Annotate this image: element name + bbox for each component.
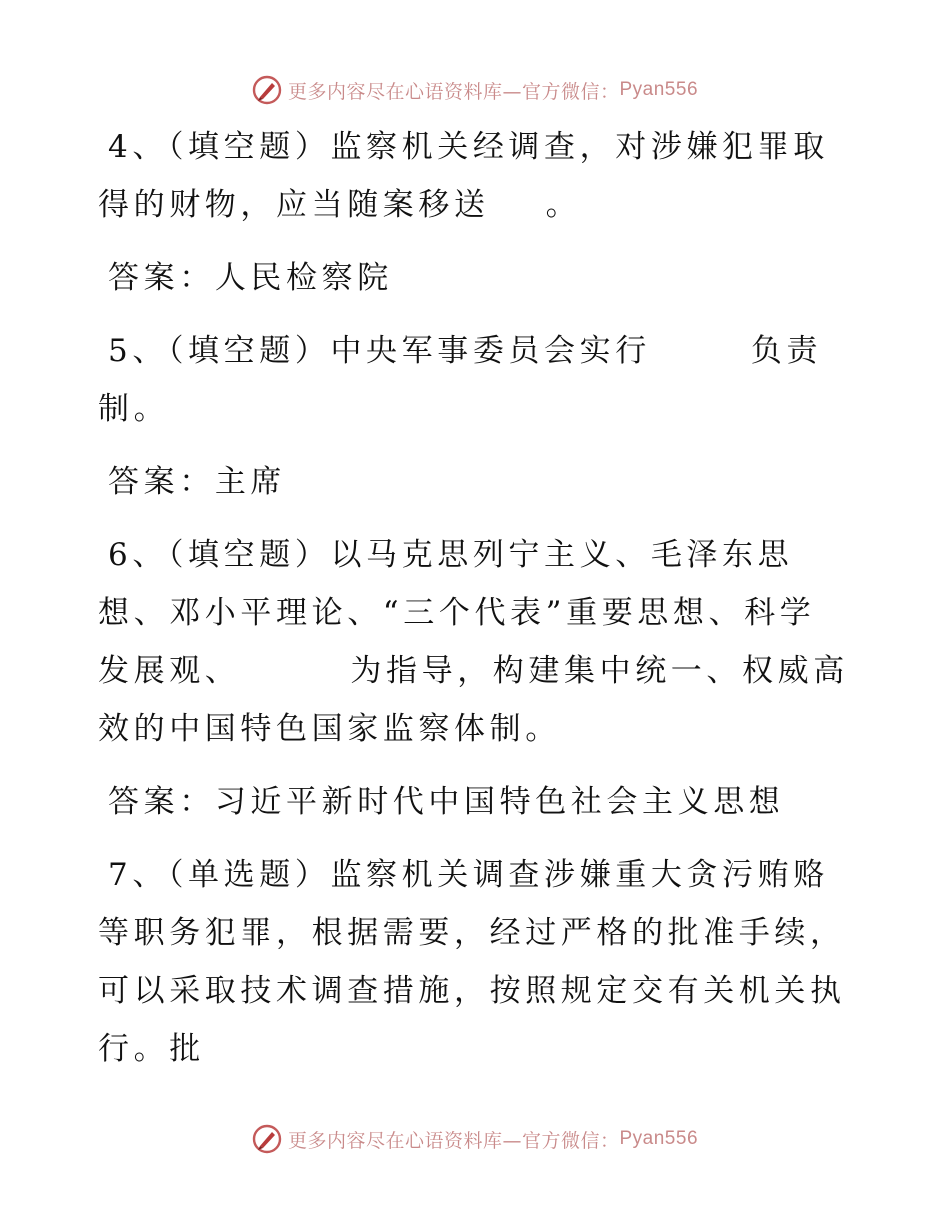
question-5	[98, 322, 850, 438]
footer-watermark	[0, 1119, 950, 1159]
pen-logo-icon	[252, 1124, 282, 1154]
question-7	[98, 846, 850, 1078]
watermark-wechat-id: Pyan556	[619, 1128, 699, 1149]
answer-text: 主席	[214, 464, 287, 500]
answer-text: 习近平新时代中国特色社会主义思想	[214, 784, 785, 820]
watermark-wechat-id: Pyan556	[619, 79, 699, 100]
question-text: 监察机关经调查，对涉嫌犯罪取得的财物，应当随案移送	[98, 129, 829, 223]
question-number: 5、	[108, 333, 168, 369]
question-number: 4、	[108, 129, 168, 165]
header-watermark	[0, 70, 950, 110]
answer-label: 答案：	[108, 784, 215, 820]
watermark-wechat-label: 官方微信：	[521, 1129, 620, 1152]
pen-logo-icon	[252, 75, 282, 105]
answer-label: 答案：	[108, 464, 215, 500]
question-text-end: 负责制。	[98, 333, 823, 427]
answer-text: 人民检察院	[214, 260, 393, 296]
answer-label: 答案：	[108, 260, 215, 296]
question-text-end: 。	[545, 187, 582, 223]
question-type: （填空题）	[167, 333, 331, 369]
question-number: 6、	[108, 537, 168, 573]
document-body	[98, 118, 850, 1093]
question-6	[98, 526, 850, 758]
question-number: 7、	[108, 857, 168, 893]
question-text-end: 为指导，构建集中统一、权威高效的中国特色国家监察体制。	[98, 653, 849, 747]
watermark-text: 更多内容尽在心语资料库—	[287, 1129, 522, 1152]
question-type: （填空题）	[167, 129, 331, 165]
question-text: 中央军事委员会实行	[330, 333, 651, 369]
watermark-text: 更多内容尽在心语资料库—	[287, 80, 522, 103]
question-text: 监察机关调查涉嫌重大贪污贿赂等职务犯罪，根据需要，经过严格的批准手续，可以采取技术调查措施，按照规定交有关机关执行。批	[98, 857, 846, 1067]
question-text: 以马克思列宁主义、毛泽东思想、邓小平理论、“三个代表”重要思想、科学发展观、	[98, 537, 816, 689]
answer-4	[98, 249, 850, 307]
watermark-wechat-label: 官方微信：	[521, 80, 620, 103]
question-type: （单选题）	[167, 857, 331, 893]
answer-6	[98, 773, 850, 831]
answer-5	[98, 453, 850, 511]
question-type: （填空题）	[167, 537, 331, 573]
question-4	[98, 118, 850, 234]
